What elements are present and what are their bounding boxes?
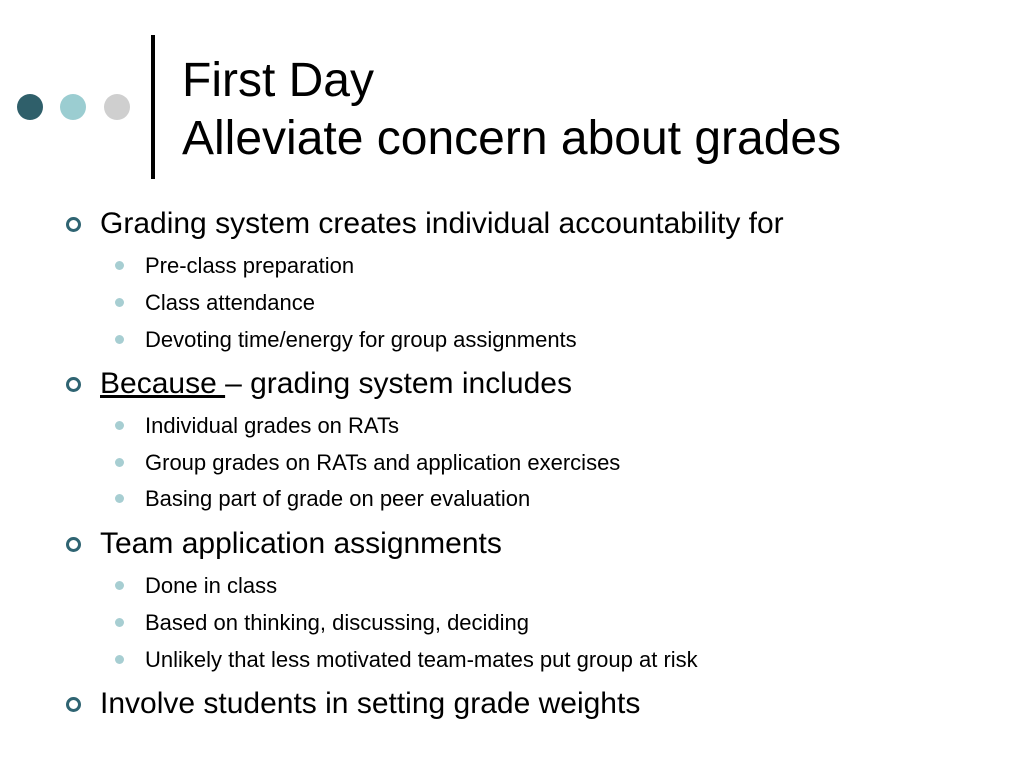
filled-circle-bullet-icon: [115, 655, 124, 664]
bullet-rest-text: – grading system includes: [225, 367, 572, 400]
bullet-item: Grading system creates individual accountability for: [100, 207, 784, 240]
filled-circle-bullet-icon: [115, 335, 124, 344]
sub-bullet-item: Class attendance: [145, 290, 315, 315]
bullet-item: Involve students in setting grade weights: [100, 687, 641, 720]
sub-bullet-item: Based on thinking, discussing, deciding: [145, 610, 530, 635]
sub-bullet-item: Pre-class preparation: [145, 253, 355, 278]
slide-title: [182, 52, 841, 168]
filled-circle-bullet-icon: [115, 261, 124, 270]
hollow-circle-bullet-icon: [66, 217, 81, 232]
title-line-2: Alleviate concern about grades: [182, 112, 842, 165]
hollow-circle-bullet-icon: [66, 377, 81, 392]
hollow-circle-bullet-icon: [66, 537, 81, 552]
decorative-dot-dark: [17, 94, 43, 120]
decorative-dot-gray: [104, 94, 130, 120]
sub-bullet-item: Unlikely that less motivated team-mates put group at risk: [145, 647, 698, 672]
bullet-item: [100, 366, 572, 402]
filled-circle-bullet-icon: [115, 298, 124, 307]
filled-circle-bullet-icon: [115, 458, 124, 467]
filled-circle-bullet-icon: [115, 618, 124, 627]
sub-bullet-item: Basing part of grade on peer evaluation: [145, 486, 531, 511]
filled-circle-bullet-icon: [115, 421, 124, 430]
sub-bullet-item: Done in class: [145, 573, 278, 598]
filled-circle-bullet-icon: [115, 494, 124, 503]
title-divider: [151, 35, 155, 179]
sub-bullet-item: Group grades on RATs and application exercises: [145, 450, 621, 475]
sub-bullet-item: Devoting time/energy for group assignments: [145, 327, 577, 352]
decorative-dot-teal: [60, 94, 86, 120]
hollow-circle-bullet-icon: [66, 697, 81, 712]
title-line-1: First Day: [182, 54, 374, 107]
sub-bullet-item: Individual grades on RATs: [145, 413, 399, 438]
underlined-lead-text: Because: [100, 367, 226, 400]
filled-circle-bullet-icon: [115, 581, 124, 590]
bullet-item: Team application assignments: [100, 527, 502, 560]
